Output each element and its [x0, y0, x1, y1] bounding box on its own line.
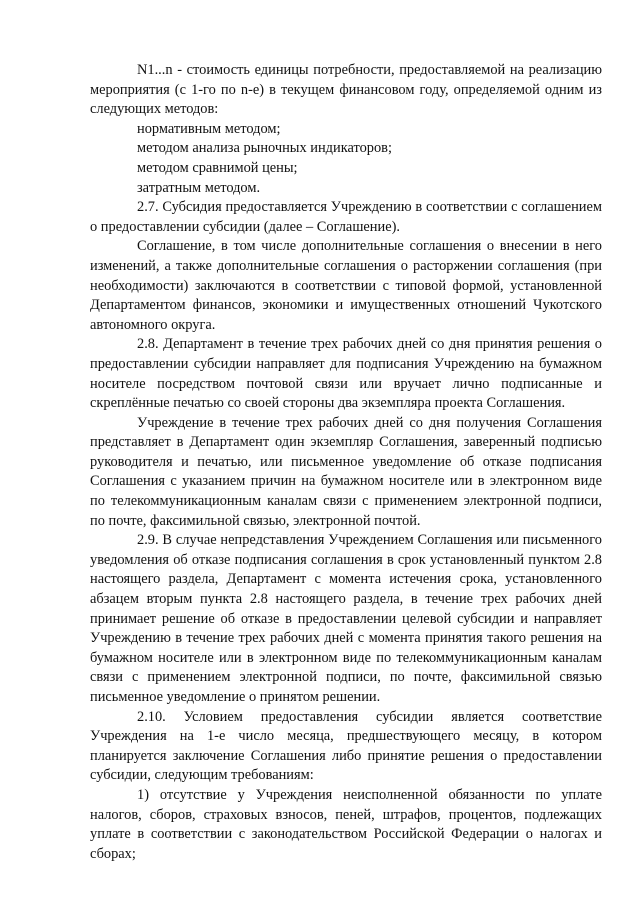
method-cost-based: затратным методом.: [137, 179, 261, 196]
paragraph-2-8: 2.8. Департамент в течение трех рабочих дней со дня принятия решения о предоставлении субсидии направляет для подписания Учреждению на бумажном носителе посредством почтовой связи или вручает лично подписанные и скреплённые печатью со своей стороны два экземпляра проекта Соглашения.: [90, 336, 602, 412]
paragraph-2-7: 2.7. Субсидия предоставляется Учреждению в соответствии с соглашением о предоставлении субсидии (далее – Соглашение).: [90, 199, 602, 235]
method-normative: нормативным методом;: [137, 120, 281, 137]
paragraph-2-9: 2.9. В случае непредставления Учреждением Соглашения или письменного уведомления об отказе подписания соглашения в срок установленный пунктом 2.8 настоящего раздела, Департамент с момента истечения срока, установленного абзацем вторым пункта 2.8 настоящего раздела, в течение трех рабочих дней принимает решение об отказе в предоставлении целевой субсидии и направляет Учреждению в течение трех рабочих дней с момента принятия такого решения на бумажном носителе или в электронном виде по телекоммуникационным каналам связи с применением электронной подписи, по почте, факсимильной связью письменное уведомление о принятом решении.: [90, 532, 602, 705]
paragraph-institution-response: Учреждение в течение трех рабочих дней со дня получения Соглашения представляет в Департамент один экземпляр Соглашения, заверенный подписью руководителя и печатью, или письменное уведомление об отказе подписания Соглашения с указанием причин на бумажном носителе или в электронном виде по телекоммуникационным каналам связи с применением электронной подписи, по почте, факсимильной связью, электронной почтой.: [90, 414, 602, 529]
paragraph-cost-definition: N1...n - стоимость единицы потребности, предоставляемой на реализацию мероприятия (с 1-го по n-е) в текущем финансовом году, определяемой одним из следующих методов:: [90, 62, 602, 118]
paragraph-requirement-1: 1) отсутствие у Учреждения неисполненной обязанности по уплате налогов, сборов, страховых взносов, пеней, штрафов, процентов, подлежащих уплате в соответствии с законодательством Российской Федерации о налогах и сборах;: [90, 786, 602, 862]
paragraph-2-10: 2.10. Условием предоставления субсидии является соответствие Учреждения на 1-е число месяца, предшествующего месяцу, в котором планируется заключение Соглашения либо принятие решения о предоставлении субсидии, следующим требованиям:: [90, 708, 602, 784]
paragraph-agreement-changes: Соглашение, в том числе дополнительные соглашения о внесении в него изменений, а также дополнительные соглашения о расторжении соглашения (при необходимости) заключаются в соответствии с типовой формой, установленной Департаментом финансов, экономики и имущественных отношений Чукотского автономного округа.: [90, 238, 602, 333]
document-page: [90, 61, 602, 864]
method-market-indicators: методом анализа рыночных индикаторов;: [137, 140, 392, 157]
method-comparable-price: методом сравнимой цены;: [137, 159, 298, 176]
